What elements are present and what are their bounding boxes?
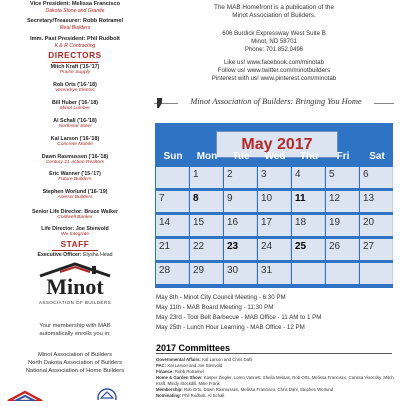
calendar-month-title: May 2017: [216, 131, 338, 158]
calendar-day-cell[interactable]: [190, 167, 223, 188]
committee-members: Robb Rotramel: [173, 369, 204, 374]
calendar-day-cell[interactable]: [156, 167, 189, 188]
calendar-day-cell[interactable]: [360, 263, 393, 284]
divider: [52, 250, 98, 251]
staff-label: Executive Officer:: [37, 252, 82, 258]
director-name: Bill Huber ('16-'18): [51, 100, 99, 106]
calendar-day-number: 9: [227, 193, 233, 204]
life-director-org: We Integrate: [61, 232, 89, 237]
staff-heading: STAFF: [60, 240, 90, 249]
officer-org: K & R Contracting: [54, 43, 96, 49]
director-name: Kal Larson ('16-'18): [50, 136, 100, 142]
committee-row: [156, 369, 396, 375]
calendar-day-cell[interactable]: [258, 215, 291, 236]
association-name: Minot Association of Builders: [37, 352, 113, 358]
calendar-day-cell[interactable]: [326, 263, 359, 284]
officer-title: Imm. Past President: Phil Rudbolt: [30, 36, 120, 42]
logo-text: Minot: [46, 274, 104, 299]
association-name: National Association of Home Builders: [25, 368, 125, 374]
committee-row: [156, 375, 396, 386]
director-name: Eric Wanner ('15-'17): [49, 171, 101, 177]
director-org: Century 21 Action Realtors: [45, 160, 105, 165]
committee-label: Nominating:: [156, 393, 182, 398]
calendar-day-cell[interactable]: [224, 215, 257, 236]
partner-logo: [6, 388, 44, 400]
calendar-day-cell[interactable]: [190, 215, 223, 236]
calendar-day-number: 15: [193, 217, 205, 228]
association-name: North Dakota Association of Builders: [27, 360, 123, 366]
committee-label: Finance:: [156, 369, 174, 374]
calendar-day-number: 30: [227, 265, 239, 276]
officer-org: Dakota Stone and Granite: [45, 8, 105, 14]
membership-text: Your membership with MAB: [39, 323, 111, 329]
officer-title: Secretary/Treasurer: Robb Rotramel: [26, 18, 124, 24]
calendar-day-number: 6: [363, 169, 369, 180]
calendar-day-number: 12: [329, 193, 341, 204]
calendar-day-cell[interactable]: [224, 191, 257, 212]
calendar-day-number: 8: [193, 193, 199, 204]
publication-line: Minot Association of Builders.: [232, 12, 316, 19]
officer-org: Real Builders: [59, 25, 91, 31]
director-org: Future Builders: [58, 177, 92, 182]
calendar-day-cell[interactable]: [190, 191, 223, 212]
calendar-day-number: 17: [261, 217, 273, 228]
calendar-day-number: 26: [329, 241, 341, 252]
staff-name: Elysha Head: [83, 252, 113, 258]
calendar-day-number: 29: [193, 265, 205, 276]
calendar-day-number: 21: [159, 241, 171, 252]
calendar-day-number: 22: [193, 241, 205, 252]
calendar: [155, 123, 393, 288]
membership-text: automatically enrolls you in:: [39, 331, 111, 337]
calendar-day-cell[interactable]: [326, 167, 359, 188]
director-org: Northstar Steel: [58, 124, 92, 129]
calendar-day-cell[interactable]: [360, 191, 393, 212]
right-column: [148, 0, 400, 400]
calendar-day-cell[interactable]: [258, 167, 291, 188]
publication-line: The MAB Homefront is a publication of the: [213, 4, 335, 11]
committee-members: Rob Orts, Dawn Rasmussen, Melissa Francisco, Chris Dahl, Stephen Worlund: [182, 387, 334, 392]
director-name: Mitch Kraft ('15-'17): [50, 64, 100, 70]
minot-logo: [30, 260, 120, 310]
day-header: Fri: [336, 151, 350, 162]
pinterest-link[interactable]: Pinterest with us! www.pinterest.com/minotab: [211, 75, 337, 82]
logo-subtitle: ASSOCIATION OF BUILDERS: [38, 300, 112, 305]
calendar-day-cell[interactable]: [156, 215, 189, 236]
calendar-day-cell[interactable]: [292, 167, 325, 188]
calendar-day-cell[interactable]: [292, 263, 325, 284]
day-header: Sun: [163, 151, 183, 162]
calendar-day-number: 14: [159, 217, 171, 228]
calendar-grid: [155, 148, 393, 288]
calendar-day-number: 5: [329, 169, 335, 180]
calendar-day-cell[interactable]: [156, 263, 189, 284]
facebook-link[interactable]: Like us! www.facebook.com/minotab: [223, 59, 325, 66]
event-item: May 25th - Lunch Hour Learning - MAB Office - 12 PM: [156, 324, 305, 331]
calendar-day-cell[interactable]: [258, 239, 291, 260]
committee-label: Governmental Affairs:: [156, 357, 201, 362]
calendar-day-number: 27: [363, 241, 375, 252]
staff-row: [4, 252, 146, 258]
senior-life-director: Senior Life Director: Bruce Walker: [31, 209, 119, 215]
committee-members: Kasper Ziegler, Loren Vannett, Sheila Melaas, Rob Orts, Melissa Francisco, Carissa Visocsky, Mitch Kraft, Mindy Stockdill, Mike Frank: [156, 375, 394, 386]
tagline-banner: [154, 96, 394, 110]
committee-row: [156, 363, 396, 369]
director-name: Dawn Rasmussen ('16-'18): [41, 154, 109, 160]
divider: [52, 62, 98, 63]
calendar-day-cell[interactable]: [326, 215, 359, 236]
calendar-day-cell[interactable]: [224, 263, 257, 284]
calendar-day-number: 28: [159, 265, 171, 276]
calendar-day-cell[interactable]: [292, 239, 325, 260]
officer-title: Vice President: Melissa Francisco: [29, 1, 121, 7]
calendar-day-cell[interactable]: [190, 263, 223, 284]
calendar-day-cell[interactable]: [224, 239, 257, 260]
director-name: Rob Orts ('16-'18): [53, 82, 97, 88]
life-director: Life Director: Joe Stenvold: [41, 226, 109, 232]
calendar-day-number: 25: [295, 241, 307, 252]
calendar-day-number: 20: [363, 217, 375, 228]
event-item: May 11th - MAB Board Meeting - 11:30 PM: [156, 304, 274, 311]
calendar-day-number: 19: [329, 217, 341, 228]
calendar-day-cell[interactable]: [258, 191, 291, 212]
address-line: 606 Burdick Expressway West Suite B: [222, 30, 326, 37]
phone: Phone: 701.852.0496: [244, 46, 304, 53]
calendar-day-number: 23: [227, 241, 239, 252]
director-name: Al Schall ('16-'18): [53, 118, 97, 124]
calendar-day-cell[interactable]: [360, 215, 393, 236]
left-column: [0, 0, 148, 400]
calendar-day-cell[interactable]: [190, 239, 223, 260]
calendar-day-cell[interactable]: [360, 239, 393, 260]
directors-heading: DIRECTORS: [48, 51, 102, 60]
calendar-day-cell[interactable]: [326, 239, 359, 260]
calendar-day-cell[interactable]: [326, 191, 359, 212]
committee-members: Phil Rudbolt, Al Schall: [181, 393, 225, 398]
day-header: Wed: [264, 151, 286, 162]
calendar-day-number: 16: [227, 217, 239, 228]
calendar-day-number: 7: [159, 193, 165, 204]
tagline: Minot Association of Builders: Bringing You Home: [178, 97, 374, 106]
calendar-day-number: 18: [295, 217, 307, 228]
director-org: Aniesst Builders: [57, 195, 93, 200]
calendar-day-cell[interactable]: [156, 239, 189, 260]
calendar-day-cell[interactable]: [258, 263, 291, 284]
director-org: Concrete Mobile: [57, 142, 93, 147]
calendar-day-number: 11: [295, 193, 306, 204]
calendar-day-number: 4: [295, 169, 301, 180]
director-org: Minot Lumber: [60, 106, 90, 111]
committee-members: Kal Larson and Chris Dahl: [200, 357, 253, 362]
committee-members: Kal Larson and Joe Stenvold: [166, 363, 223, 368]
calendar-day-cell[interactable]: [360, 167, 393, 188]
committee-row: [156, 357, 396, 363]
committees-title: 2017 Committees: [156, 343, 231, 353]
director-name: Stephen Worlund ('16-'19): [42, 189, 108, 195]
day-header: Sat: [369, 151, 385, 162]
director-org: Verendrye Electric: [55, 88, 95, 93]
day-header: Thu: [299, 151, 319, 162]
committee-label: Home & Garden Show:: [156, 375, 203, 380]
calendar-day-number: 31: [261, 265, 273, 276]
committee-label: Membership:: [156, 387, 183, 392]
event-item: May 8th - Minot City Council Meeting - 6:30 PM: [156, 294, 286, 301]
calendar-day-number: 2: [227, 169, 233, 180]
address-line: Minot, ND 58701: [251, 38, 297, 45]
senior-life-director-org: Coldwell Banker: [57, 215, 93, 220]
calendar-day-cell[interactable]: [224, 167, 257, 188]
day-header: Tue: [232, 151, 250, 162]
calendar-day-number: 10: [261, 193, 273, 204]
bullet-icon: [156, 98, 164, 108]
divider: [156, 353, 392, 354]
calendar-day-number: 1: [193, 169, 199, 180]
committee-row: [156, 393, 396, 399]
committee-label: PAC:: [156, 363, 167, 368]
event-item: May 23rd - Tool Belt Barbecue - MAB Office - 11 AM to 1 PM: [156, 314, 322, 321]
partner-logo: [96, 386, 118, 400]
day-header: Mon: [196, 151, 218, 162]
calendar-day-cell[interactable]: [156, 191, 189, 212]
calendar-day-number: 3: [261, 169, 267, 180]
calendar-day-cell[interactable]: [292, 191, 325, 212]
committee-row: [156, 387, 396, 393]
calendar-day-number: 13: [363, 193, 375, 204]
calendar-day-number: 24: [261, 241, 273, 252]
director-org: Prairie Supply: [59, 70, 91, 75]
twitter-link[interactable]: Follow us! www.twitter.com/minotbuilders: [217, 67, 331, 74]
calendar-day-cell[interactable]: [292, 215, 325, 236]
